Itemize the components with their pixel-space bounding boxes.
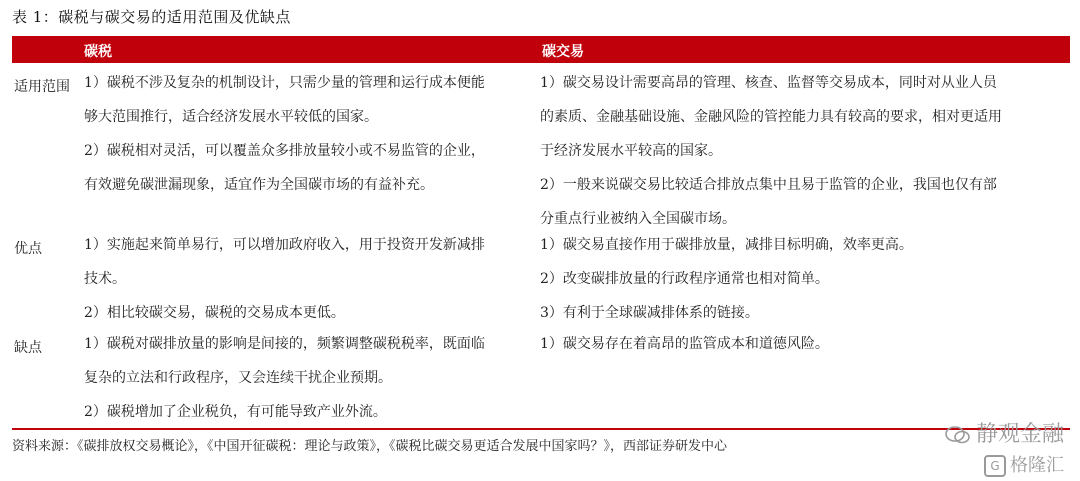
cell-line: 2）碳税相对灵活，可以覆盖众多排放量较小或不易监管的企业， [84, 143, 485, 159]
watermark-jingguan [944, 417, 1064, 448]
cell-line: 1）实施起来简单易行，可以增加政府收入，用于投资开发新减排 [84, 237, 485, 253]
cell-line: 2）改变碳排放量的行政程序通常也相对简单。 [540, 271, 829, 287]
advantages-carbon-trading-cell [540, 228, 1068, 330]
row-label-advantages: 优点 [14, 241, 42, 257]
disadvantages-carbon-tax-cell [84, 327, 542, 429]
wechat-icon [944, 424, 972, 446]
table-title: 表 1：碳税与碳交易的适用范围及优缺点 [12, 8, 291, 26]
watermark-gelonghui [984, 451, 1064, 477]
watermark-text: 静观金融 [975, 422, 1064, 447]
row-label-disadvantages: 缺点 [14, 340, 42, 356]
watermark-text: 格隆汇 [1010, 455, 1064, 476]
scope-carbon-tax-cell [84, 66, 542, 202]
gelonghui-logo-icon: G [984, 455, 1006, 477]
scope-carbon-trading-cell [540, 66, 1068, 236]
source-note: 资料来源：《碳排放权交易概论》，《中国开征碳税：理论与政策》，《碳税比碳交易更适合发展中国家吗？》，西部证券研发中心 [12, 439, 728, 454]
cell-line: 1）碳交易设计需要高昂的管理、核查、监督等交易成本，同时对从业人员 [540, 75, 997, 91]
cell-line: 复杂的立法和行政程序，又会连续干扰企业预期。 [84, 370, 392, 386]
cell-line: 有效避免碳泄漏现象，适宜作为全国碳市场的有益补充。 [84, 177, 434, 193]
cell-line: 够大范围推行，适合经济发展水平较低的国家。 [84, 109, 378, 125]
header-carbon-trading: 碳交易 [542, 44, 584, 60]
disadvantages-carbon-trading-cell [540, 327, 1068, 361]
table-bottom-rule [12, 428, 1070, 430]
row-label-scope: 适用范围 [14, 79, 70, 95]
cell-line: 的素质、金融基础设施、金融风险的管控能力具有较高的要求，相对更适用 [540, 109, 1002, 125]
cell-line: 2）碳税增加了企业税负，有可能导致产业外流。 [84, 404, 387, 420]
cell-line: 于经济发展水平较高的国家。 [540, 143, 722, 159]
cell-line: 技术。 [84, 271, 126, 287]
cell-line: 1）碳税不涉及复杂的机制设计，只需少量的管理和运行成本便能 [84, 75, 485, 91]
cell-line: 3）有利于全球碳减排体系的链接。 [540, 305, 759, 321]
cell-line: 1）碳交易存在着高昂的监管成本和道德风险。 [540, 336, 829, 352]
cell-line: 1）碳税对碳排放量的影响是间接的，频繁调整碳税税率，既面临 [84, 336, 485, 352]
advantages-carbon-tax-cell [84, 228, 542, 330]
cell-line: 1）碳交易直接作用于碳排放量，减排目标明确，效率更高。 [540, 237, 913, 253]
table-header [12, 36, 1070, 63]
cell-line: 2）相比较碳交易，碳税的交易成本更低。 [84, 305, 345, 321]
cell-line: 2）一般来说碳交易比较适合排放点集中且易于监管的企业，我国也仅有部 [540, 177, 997, 193]
header-carbon-tax: 碳税 [84, 44, 112, 60]
cell-line: 分重点行业被纳入全国碳市场。 [540, 211, 736, 227]
